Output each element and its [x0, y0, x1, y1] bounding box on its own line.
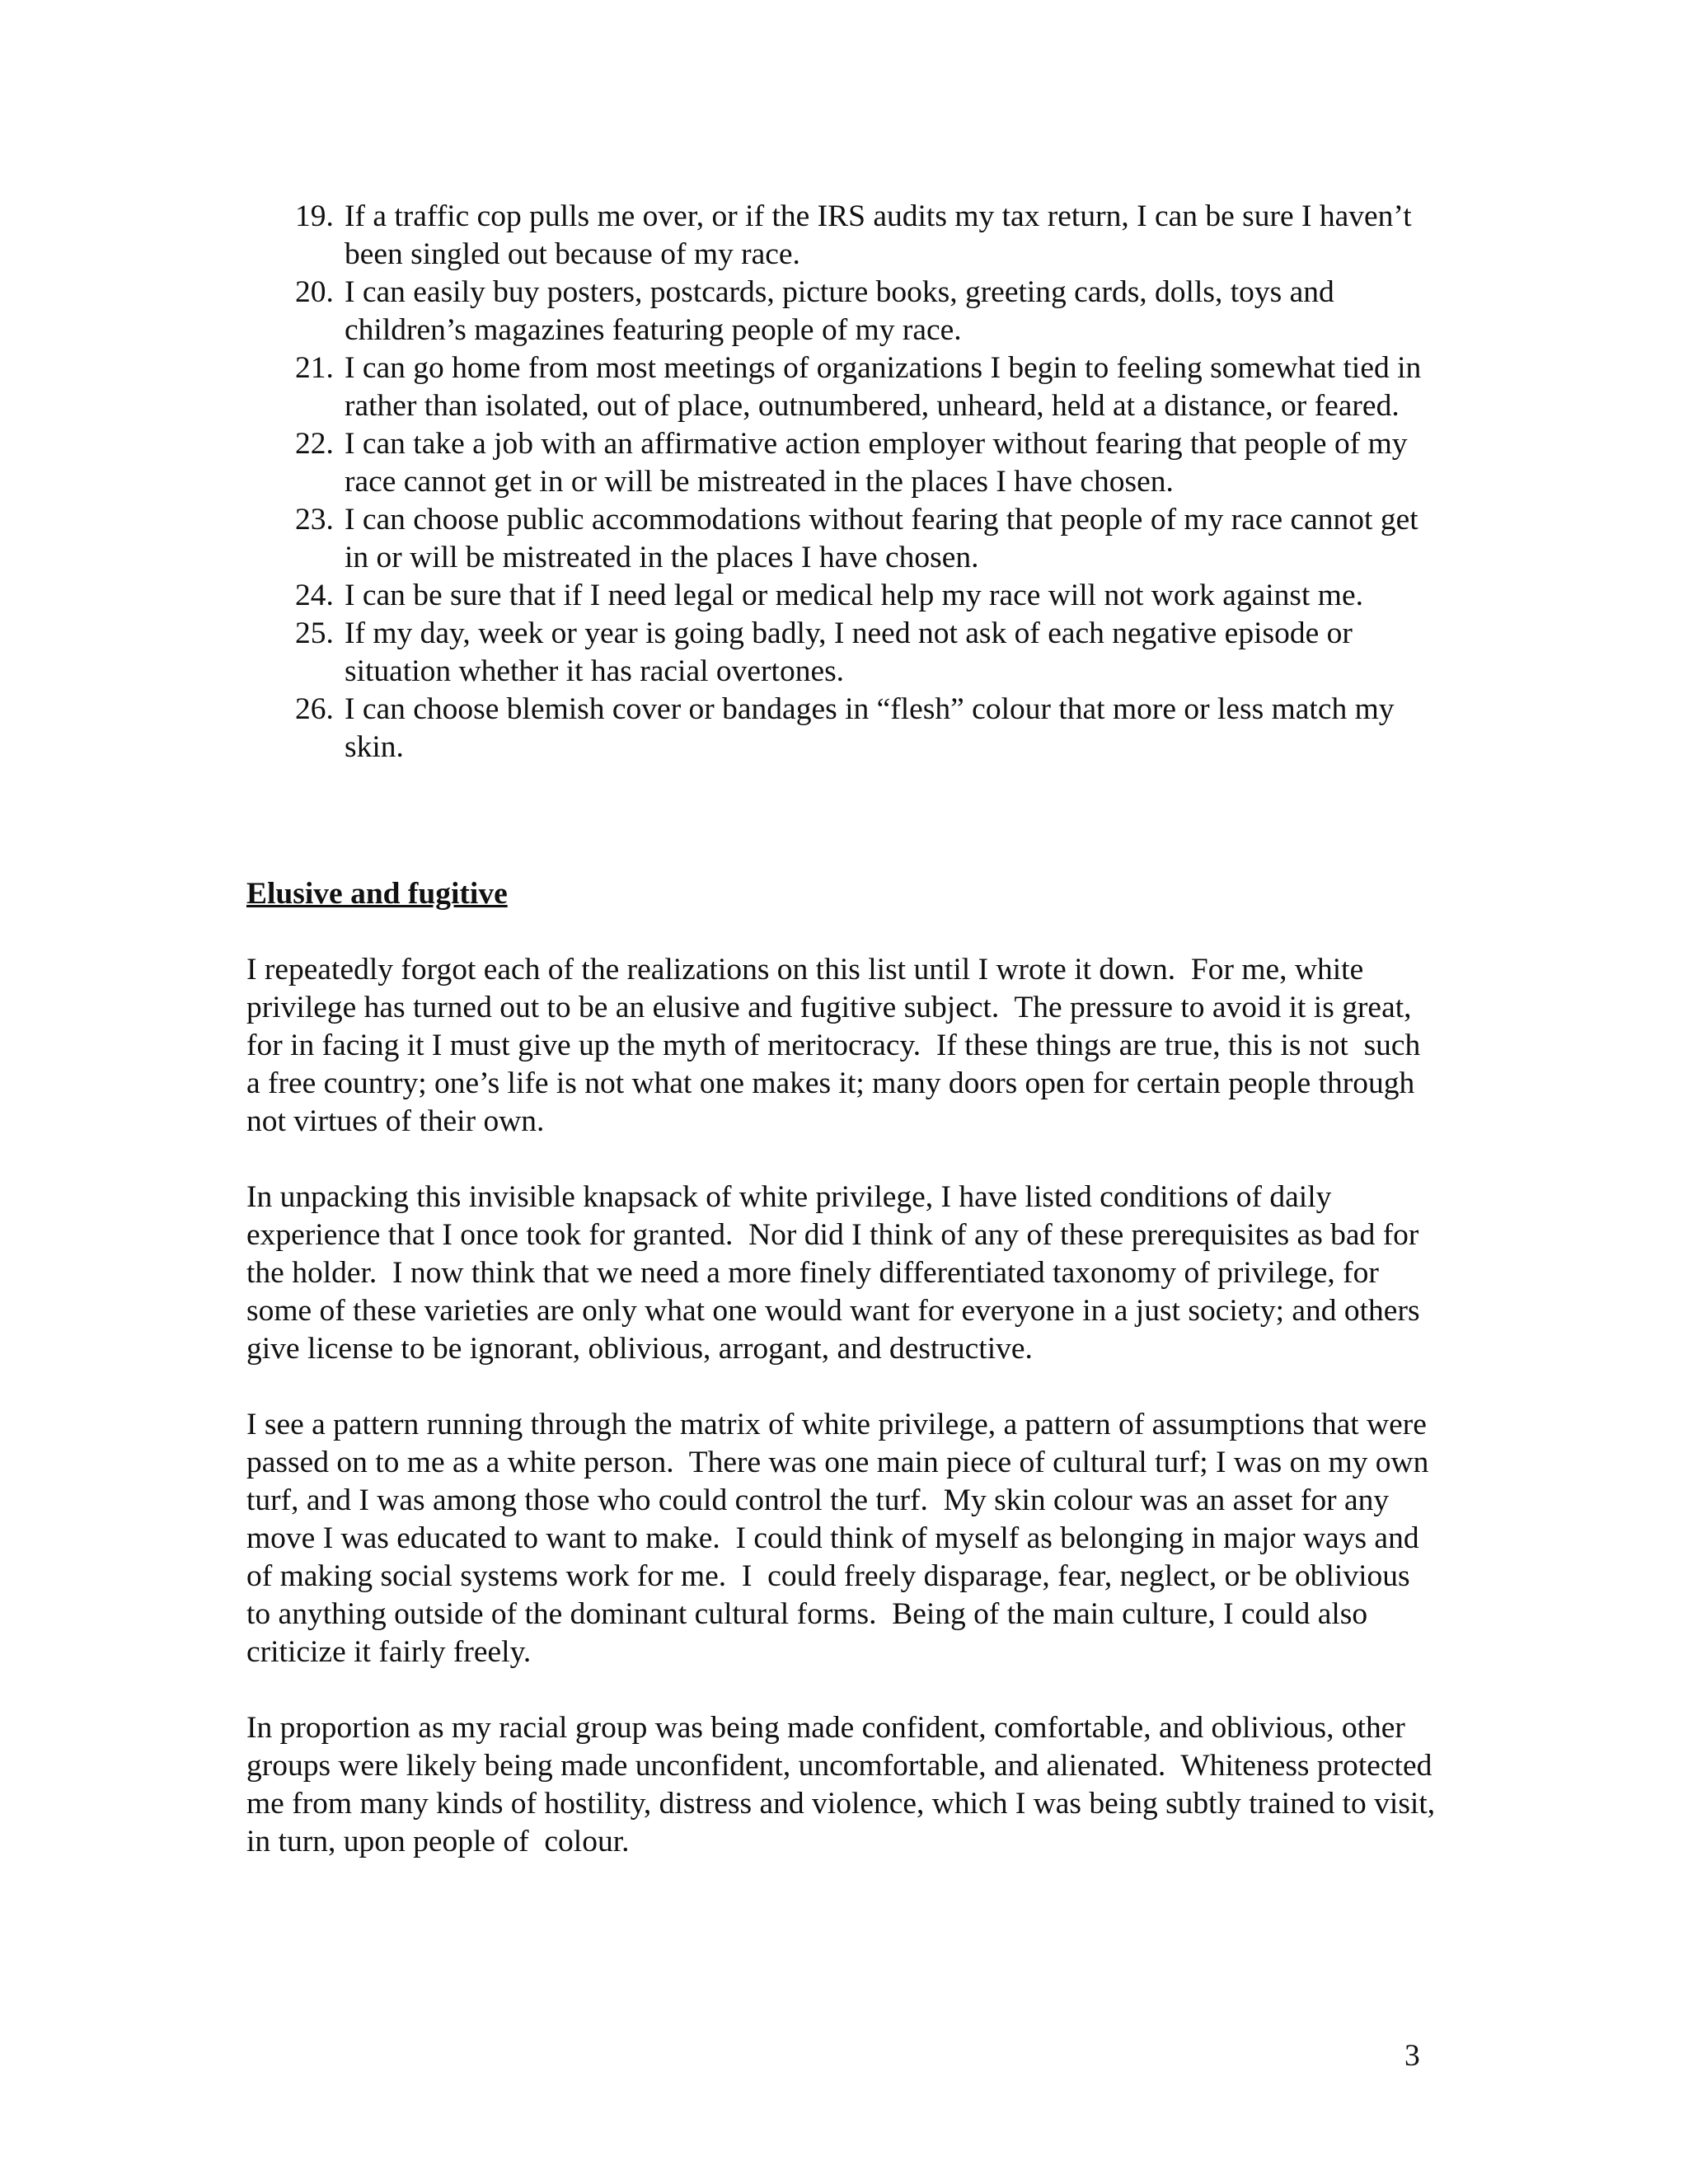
list-item-number: 22.: [295, 427, 334, 461]
list-item-text: If my day, week or year is going badly, I need not ask of each negative episode or situation whether it has racial overtones.: [345, 616, 1353, 688]
paragraph: I see a pattern running through the matrix of white privilege, a pattern of assumptions that were passed on to me as a white person. There was one main piece of cultural turf; I was on my own turf, and I was among those who could control the turf. My skin colour was an asset for any move I was educated to want to make. I could think of myself as belonging in major ways and of making social systems work for me. I could freely disparage, fear, neglect, or be oblivious to anything outside of the dominant cultural forms. Being of the main culture, I could also criticize it fairly freely.: [246, 1408, 1437, 1669]
paragraph: In unpacking this invisible knapsack of white privilege, I have listed conditions of daily experience that I once took for granted. Nor did I think of any of these prerequisites as bad for the holder. I now think that we need a more finely differentiated taxonomy of privilege, for some of these varieties are only what one would want for everyone in a just society; and others give license to be ignorant, oblivious, arrogant, and destructive.: [246, 1180, 1428, 1366]
list-item-text: I can choose public accommodations without fearing that people of my race cannot get in or will be mistreated in the places I have chosen.: [345, 503, 1418, 574]
list-item-text: I can be sure that if I need legal or medical help my race will not work against me.: [345, 579, 1363, 612]
list-item-number: 24.: [295, 579, 334, 612]
list-item: [295, 198, 1432, 274]
list-item: [295, 501, 1432, 577]
list-item-number: 23.: [295, 503, 334, 537]
list-item: [295, 425, 1432, 501]
paragraph: I repeatedly forgot each of the realizations on this list until I wrote it down. For me, white privilege has turned out to be an elusive and fugitive subject. The pressure to avoid it is great, for in facing it I must give up the myth of meritocracy. If these things are true, this is not such a free country; one’s life is not what one makes it; many doors open for certain people through not virtues of their own.: [246, 953, 1428, 1138]
list-item-number: 19.: [295, 199, 334, 233]
list-item-number: 26.: [295, 692, 334, 726]
list-item-text: If a traffic cop pulls me over, or if the IRS audits my tax return, I can be sure I haven’t been singled out because of my race.: [345, 199, 1412, 271]
list-item-text: I can choose blemish cover or bandages in “flesh” colour that more or less match my skin.: [345, 692, 1395, 764]
section-heading: Elusive and fugitive: [246, 877, 508, 911]
page-number: 3: [1404, 2039, 1420, 2073]
list-item-number: 25.: [295, 616, 334, 650]
list-item-number: 20.: [295, 275, 334, 309]
paragraph: In proportion as my racial group was being made confident, comfortable, and oblivious, other groups were likely being made unconfident, uncomfortable, and alienated. Whiteness protected me from many kinds of hostility, distress and violence, which I was being subtly trained to visit, in turn, upon people of colour.: [246, 1711, 1443, 1858]
list-item: [295, 691, 1432, 766]
privilege-list: [295, 198, 1432, 766]
list-item-text: I can take a job with an affirmative action employer without fearing that people of my race cannot get in or will be mistreated in the places I have chosen.: [345, 427, 1408, 499]
list-item: [295, 349, 1432, 425]
list-item-text: I can easily buy posters, postcards, picture books, greeting cards, dolls, toys and children’s magazines featuring people of my race.: [345, 275, 1334, 347]
list-item: [295, 274, 1432, 349]
list-item: [295, 615, 1432, 691]
list-item-text: I can go home from most meetings of organizations I begin to feeling somewhat tied in rather than isolated, out of place, outnumbered, unheard, held at a distance, or feared.: [345, 351, 1422, 423]
list-item-number: 21.: [295, 351, 334, 385]
list-item: [295, 577, 1432, 615]
section-body: [246, 951, 1442, 1899]
